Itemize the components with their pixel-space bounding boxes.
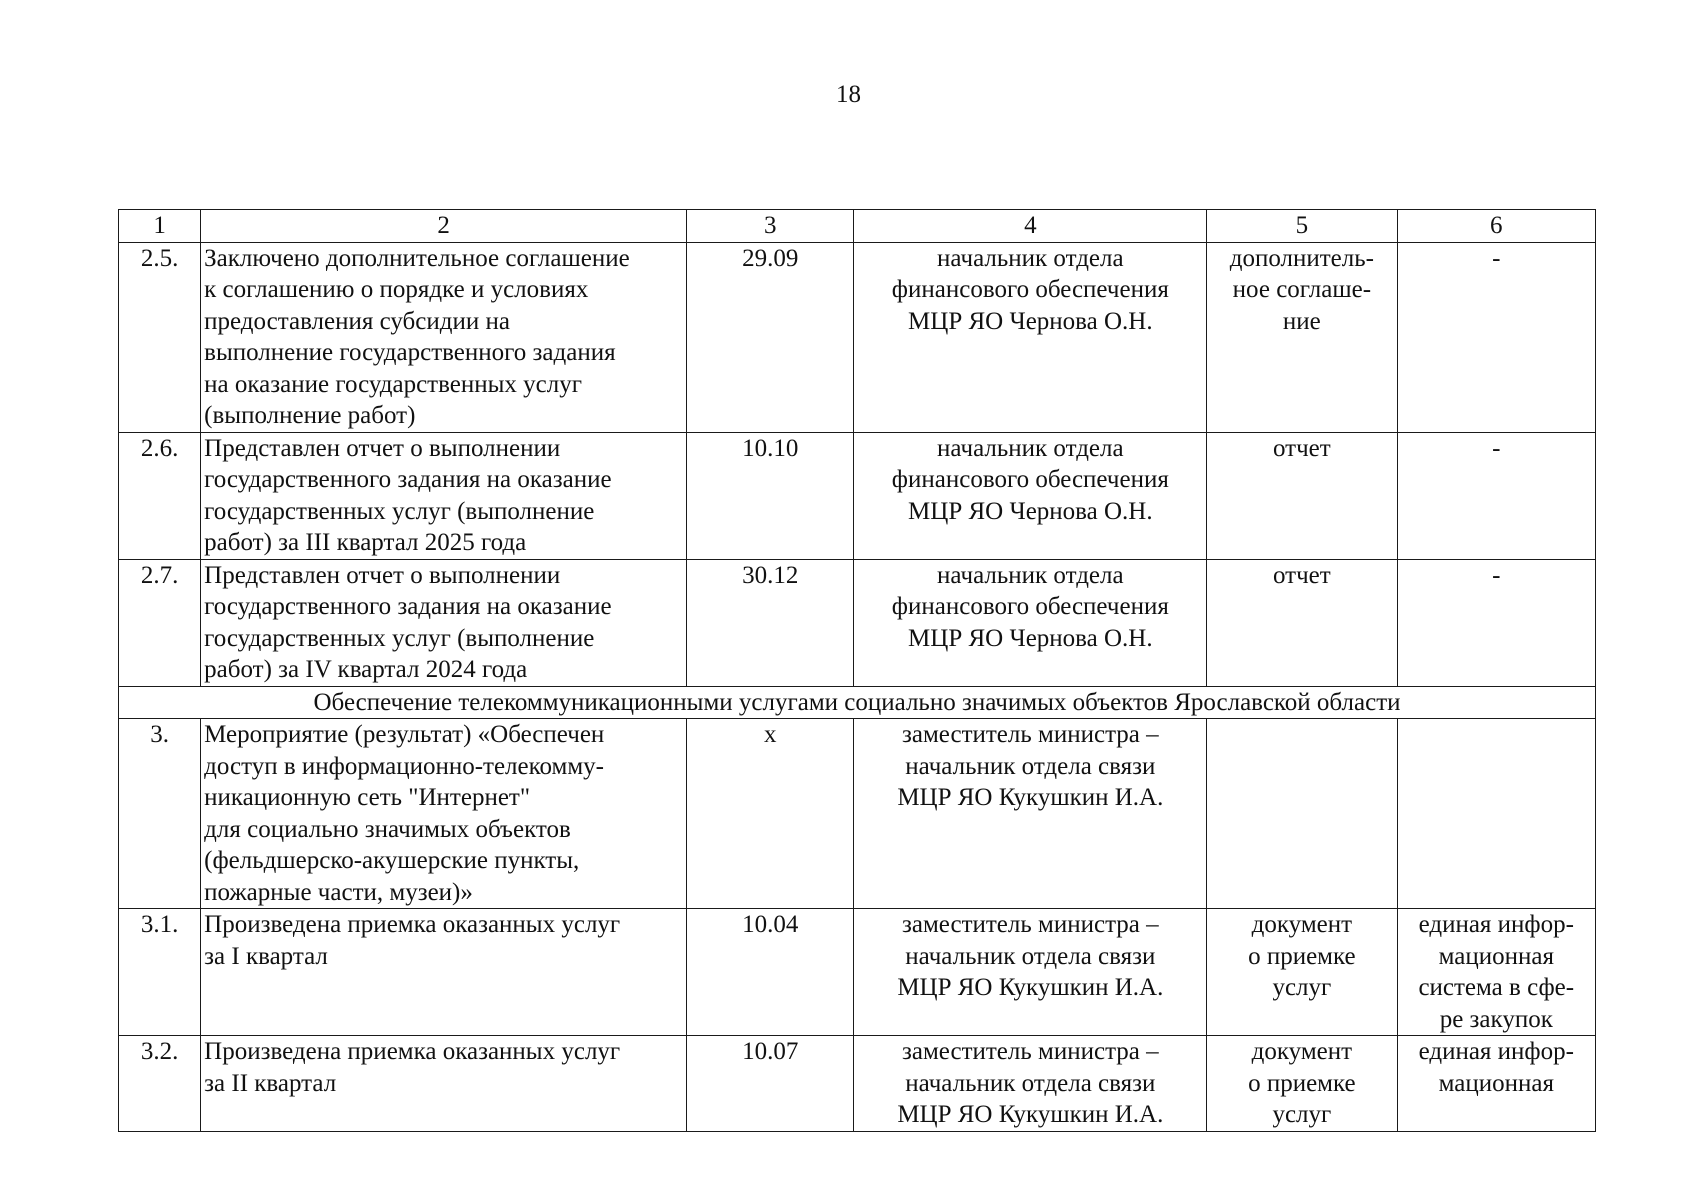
row-name-line: работ) за IV квартал 2024 года xyxy=(204,656,528,683)
header-cell: 4 xyxy=(854,210,1207,243)
row-result xyxy=(1207,1036,1397,1132)
row-date: 29.09 xyxy=(687,242,854,432)
row-responsible-line: МЦР ЯО Кукушкин И.А. xyxy=(897,1101,1164,1128)
row-name-line: государственных услуг (выполнение xyxy=(204,497,595,525)
row-name-line: за I квартал xyxy=(204,942,328,970)
table-row xyxy=(119,1036,1596,1132)
table-row xyxy=(119,242,1596,432)
header-cell: 2 xyxy=(201,210,687,243)
row-name-line: Произведена приемка оказанных услуг xyxy=(204,1038,621,1065)
row-result-line: ное соглаше- xyxy=(1232,276,1372,303)
row-source-line: единая инфор- xyxy=(1418,911,1574,938)
row-name xyxy=(201,432,687,559)
row-responsible xyxy=(854,242,1207,432)
section-title: Обеспечение телекоммуникационными услугами социально значимых объектов Ярославской области xyxy=(119,686,1596,719)
row-result-line: услуг xyxy=(1272,974,1332,1001)
plan-table xyxy=(118,209,1596,1132)
row-number: 2.6. xyxy=(119,432,201,559)
row-responsible-line: финансового обеспечения xyxy=(891,466,1169,493)
row-result-line: документ xyxy=(1251,911,1353,938)
row-name xyxy=(201,719,687,909)
row-name-line: (фельдшерско-акушерские пункты, xyxy=(204,847,580,874)
row-source xyxy=(1397,909,1595,1036)
row-source-line: ре закупок xyxy=(1439,1005,1553,1033)
row-source-line: мационная xyxy=(1438,1069,1554,1097)
row-responsible xyxy=(854,559,1207,686)
row-responsible-line: начальник отдела связи xyxy=(905,942,1156,970)
row-source-line: единая инфор- xyxy=(1418,1038,1574,1065)
row-result-line: дополнитель- xyxy=(1229,244,1374,272)
row-responsible-line: финансового обеспечения xyxy=(891,276,1169,303)
row-name-line: за II квартал xyxy=(204,1069,337,1097)
row-responsible-line: начальник отдела связи xyxy=(905,1069,1156,1097)
row-date: 10.10 xyxy=(687,432,854,559)
row-responsible-line: МЦР ЯО Чернова О.Н. xyxy=(908,624,1153,652)
row-number: 3.2. xyxy=(119,1036,201,1132)
row-result xyxy=(1207,719,1397,909)
row-responsible-line: заместитель министра – xyxy=(901,911,1159,938)
row-result-line: о приемке xyxy=(1248,1069,1356,1097)
row-name-line: государственных услуг (выполнение xyxy=(204,624,595,652)
row-result-line: ние xyxy=(1282,307,1321,335)
row-source xyxy=(1397,1036,1595,1132)
header-cell: 5 xyxy=(1207,210,1397,243)
row-name-line: для социально значимых объектов xyxy=(204,815,571,843)
row-source-line: система в сфе- xyxy=(1418,974,1575,1001)
row-result xyxy=(1207,242,1397,432)
row-date: 30.12 xyxy=(687,559,854,686)
row-responsible-line: начальник отдела xyxy=(937,561,1124,589)
row-responsible xyxy=(854,432,1207,559)
row-number: 2.7. xyxy=(119,559,201,686)
row-responsible-line: заместитель министра – xyxy=(901,721,1159,748)
row-name-line: Произведена приемка оказанных услуг xyxy=(204,911,621,938)
row-responsible-line: МЦР ЯО Кукушкин И.А. xyxy=(897,784,1164,811)
section-row xyxy=(119,686,1596,719)
row-responsible-line: МЦР ЯО Чернова О.Н. xyxy=(908,497,1153,525)
row-name-line: государственного задания на оказание xyxy=(204,466,612,493)
row-name xyxy=(201,559,687,686)
row-name-line: пожарные части, музеи)» xyxy=(204,878,473,906)
row-name xyxy=(201,1036,687,1132)
row-name-line: работ) за III квартал 2025 года xyxy=(204,529,527,556)
row-result-line: услуг xyxy=(1272,1101,1332,1128)
header-row xyxy=(119,210,1596,243)
row-date: 10.04 xyxy=(687,909,854,1036)
row-responsible-line: заместитель министра – xyxy=(901,1038,1159,1065)
row-number: 3.1. xyxy=(119,909,201,1036)
row-name-line: Представлен отчет о выполнении xyxy=(204,561,561,589)
page-number: 18 xyxy=(836,81,861,108)
row-responsible-line: начальник отдела связи xyxy=(905,752,1156,780)
row-name-line: (выполнение работ) xyxy=(204,402,416,429)
row-name-line: к соглашению о порядке и условиях xyxy=(204,276,589,303)
row-name xyxy=(201,242,687,432)
row-responsible-line: финансового обеспечения xyxy=(891,593,1169,620)
table-row xyxy=(119,432,1596,559)
row-name-line: никационную сеть "Интернет" xyxy=(204,784,531,811)
row-responsible-line: начальник отдела xyxy=(937,434,1124,462)
row-source-line: мационная xyxy=(1438,942,1554,970)
row-responsible-line: начальник отдела xyxy=(937,244,1124,272)
row-date: х xyxy=(687,719,854,909)
table-row xyxy=(119,909,1596,1036)
row-result xyxy=(1207,909,1397,1036)
row-name-line: доступ в информационно-телекомму- xyxy=(204,752,604,780)
row-result-line: отчет xyxy=(1273,434,1331,462)
header-cell: 1 xyxy=(119,210,201,243)
row-responsible xyxy=(854,719,1207,909)
row-source: - xyxy=(1397,559,1595,686)
row-number: 2.5. xyxy=(119,242,201,432)
row-result-line: о приемке xyxy=(1248,942,1356,970)
row-name-line: предоставления субсидии на xyxy=(204,307,510,335)
row-result-line: документ xyxy=(1251,1038,1353,1065)
row-name-line: выполнение государственного задания xyxy=(204,339,616,366)
row-name xyxy=(201,909,687,1036)
row-name-line: Представлен отчет о выполнении xyxy=(204,434,561,462)
row-number: 3. xyxy=(119,719,201,909)
header-cell: 6 xyxy=(1397,210,1595,243)
row-responsible-line: МЦР ЯО Чернова О.Н. xyxy=(908,307,1153,335)
row-name-line: государственного задания на оказание xyxy=(204,593,612,620)
row-source: - xyxy=(1397,432,1595,559)
row-responsible xyxy=(854,909,1207,1036)
row-source: - xyxy=(1397,242,1595,432)
table-row xyxy=(119,559,1596,686)
row-responsible xyxy=(854,1036,1207,1132)
row-source xyxy=(1397,719,1595,909)
row-name-line: Заключено дополнительное соглашение xyxy=(204,244,630,272)
row-result-line: отчет xyxy=(1273,561,1331,589)
row-result xyxy=(1207,559,1397,686)
table-body xyxy=(119,242,1596,1131)
header-cell: 3 xyxy=(687,210,854,243)
table-row xyxy=(119,719,1596,909)
row-name-line: на оказание государственных услуг xyxy=(204,370,582,398)
row-date: 10.07 xyxy=(687,1036,854,1132)
row-name-line: Мероприятие (результат) «Обеспечен xyxy=(204,721,605,748)
row-result xyxy=(1207,432,1397,559)
row-responsible-line: МЦР ЯО Кукушкин И.А. xyxy=(897,974,1164,1001)
